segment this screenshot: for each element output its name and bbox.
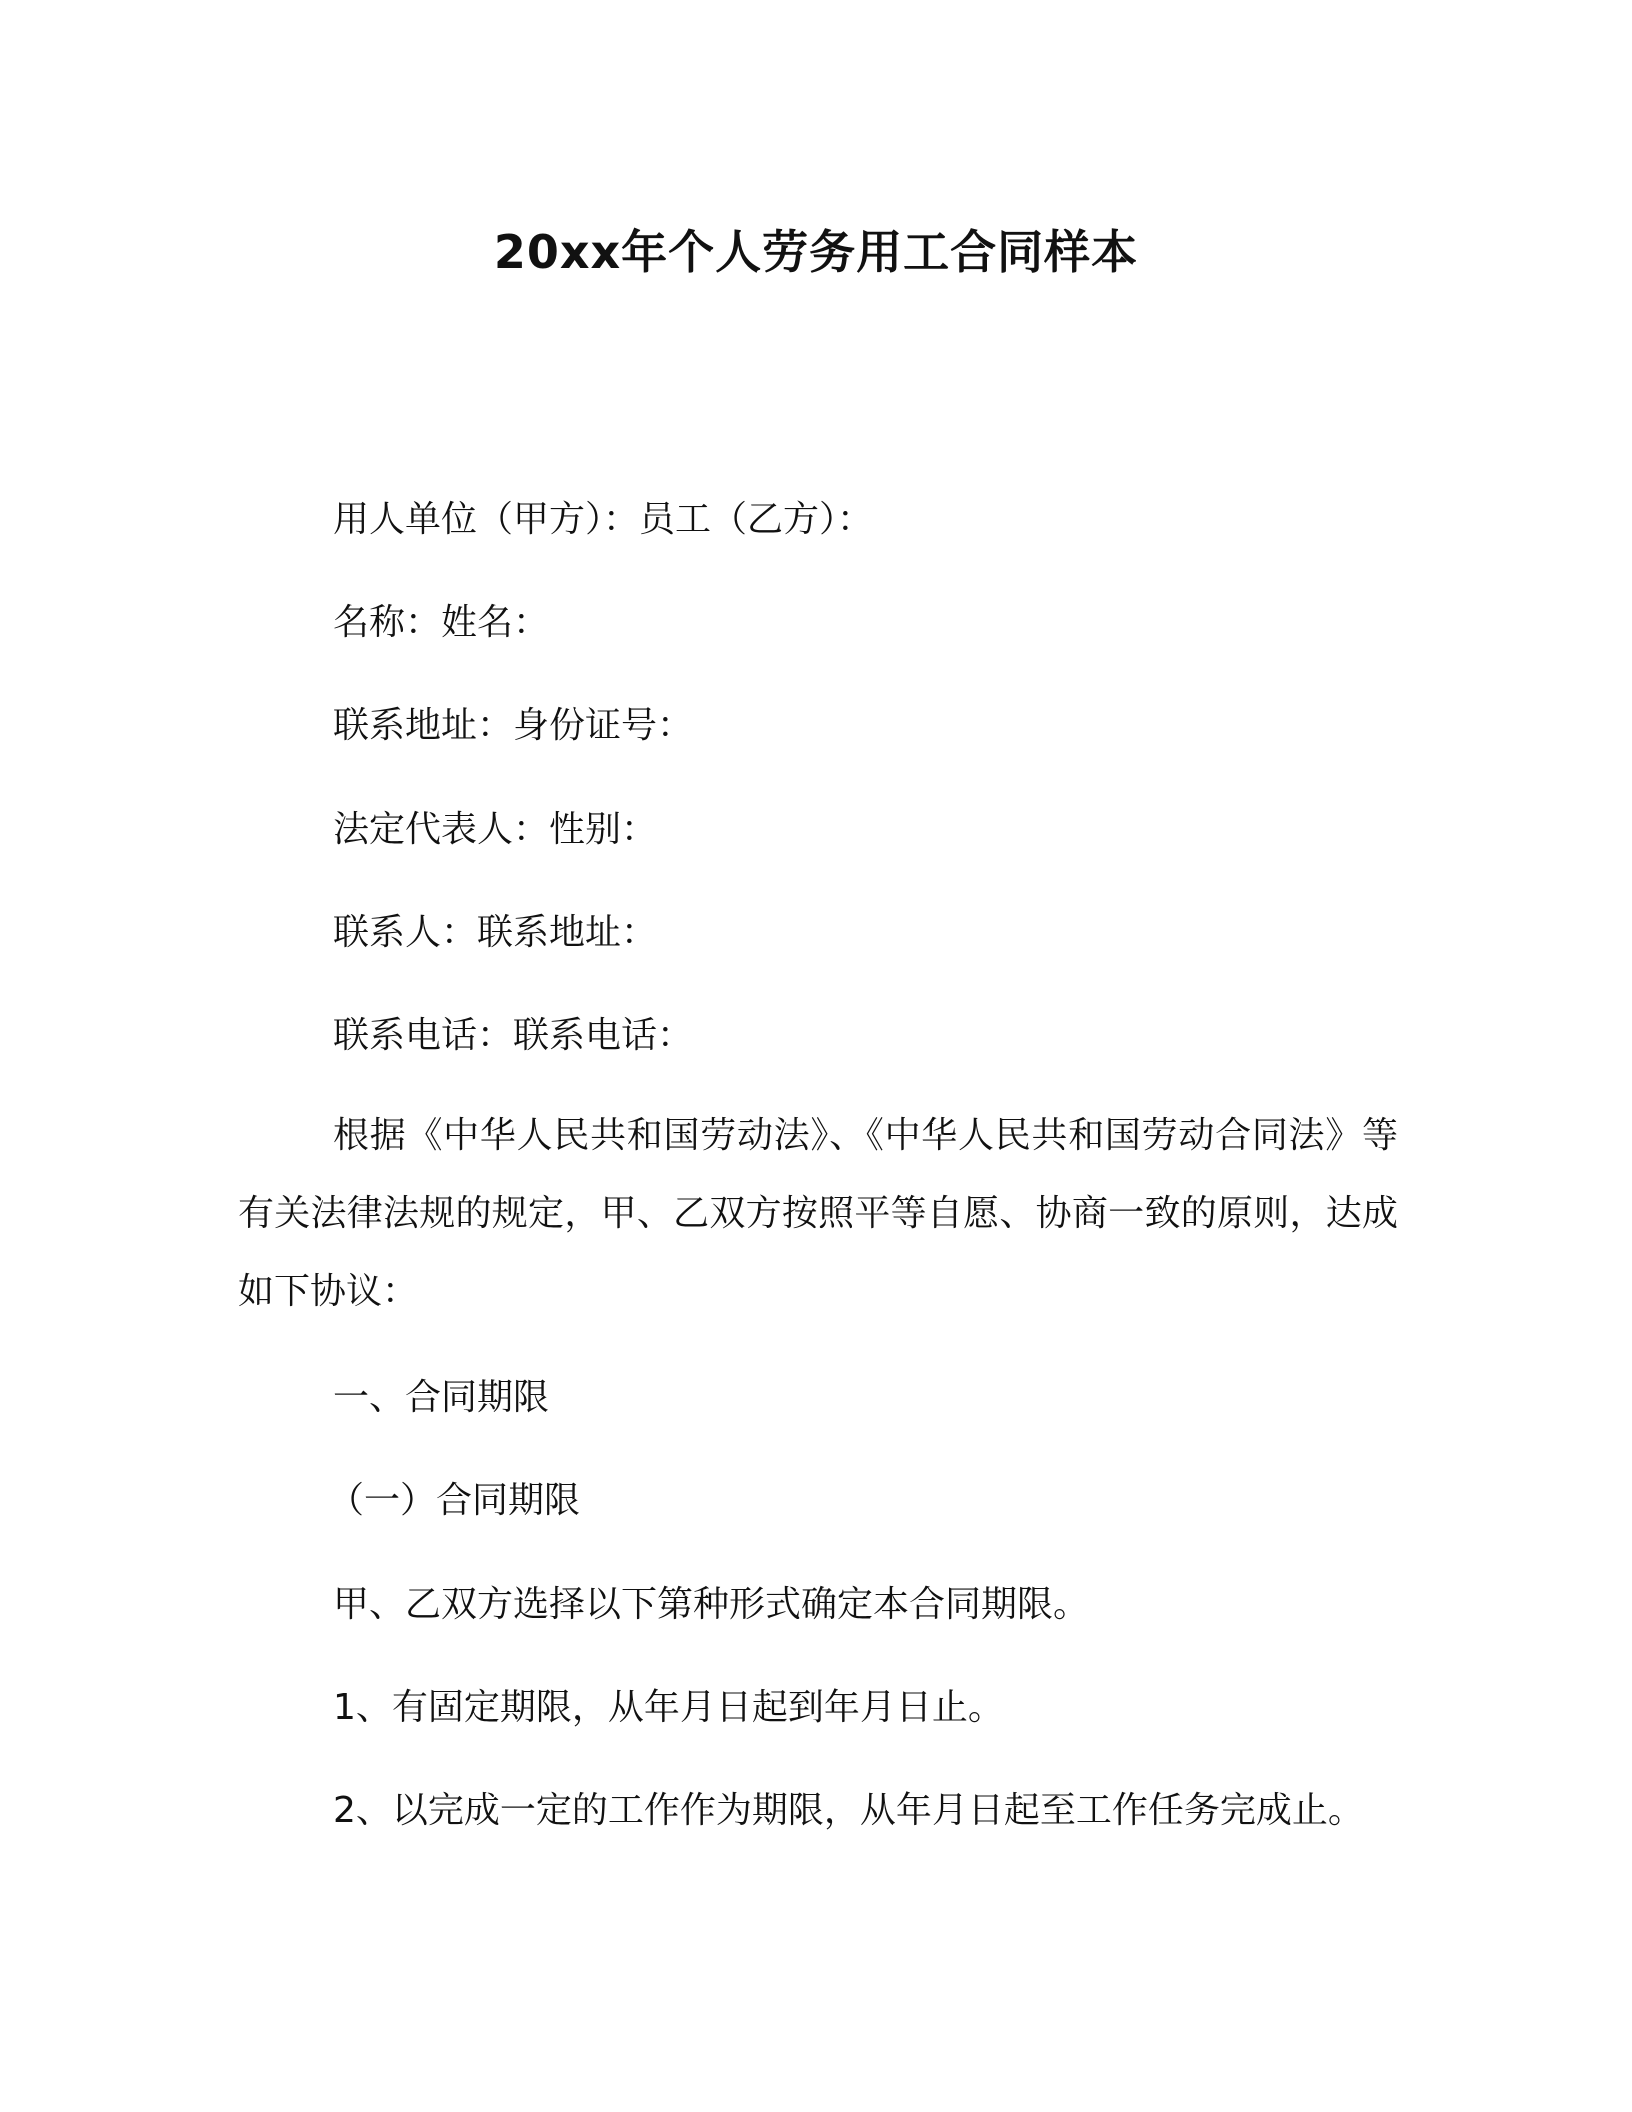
preamble-paragraph: 根据《中华人民共和国劳动法》、《中华人民共和国劳动合同法》等有关法律法规的规定，甲、乙双方按照平等自愿、协商一致的原则，达成如下协议： [238, 1115, 1398, 1312]
name-line: 名称：姓名： [333, 602, 550, 643]
contact-address-line: 联系人：联系地址： [333, 912, 658, 953]
choice-line: 甲、乙双方选择以下第种形式确定本合同期限。 [333, 1584, 1090, 1625]
phones-line: 联系电话：联系电话： [333, 1015, 694, 1056]
section-heading: 一、合同期限 [333, 1377, 550, 1418]
option-1-line: 1、有固定期限，从年月日起到年月日止。 [333, 1687, 1004, 1728]
option-2-line: 2、以完成一定的工作作为期限，从年月日起至工作任务完成止。 [333, 1790, 1364, 1831]
document-title: 20xx年个人劳务用工合同样本 [493, 225, 1139, 279]
subsection-heading: （一）合同期限 [328, 1480, 581, 1521]
address-id-line: 联系地址：身份证号： [333, 705, 694, 746]
party-header-line: 用人单位（甲方）：员工（乙方）： [333, 499, 874, 540]
legal-rep-gender-line: 法定代表人：性别： [333, 809, 658, 850]
